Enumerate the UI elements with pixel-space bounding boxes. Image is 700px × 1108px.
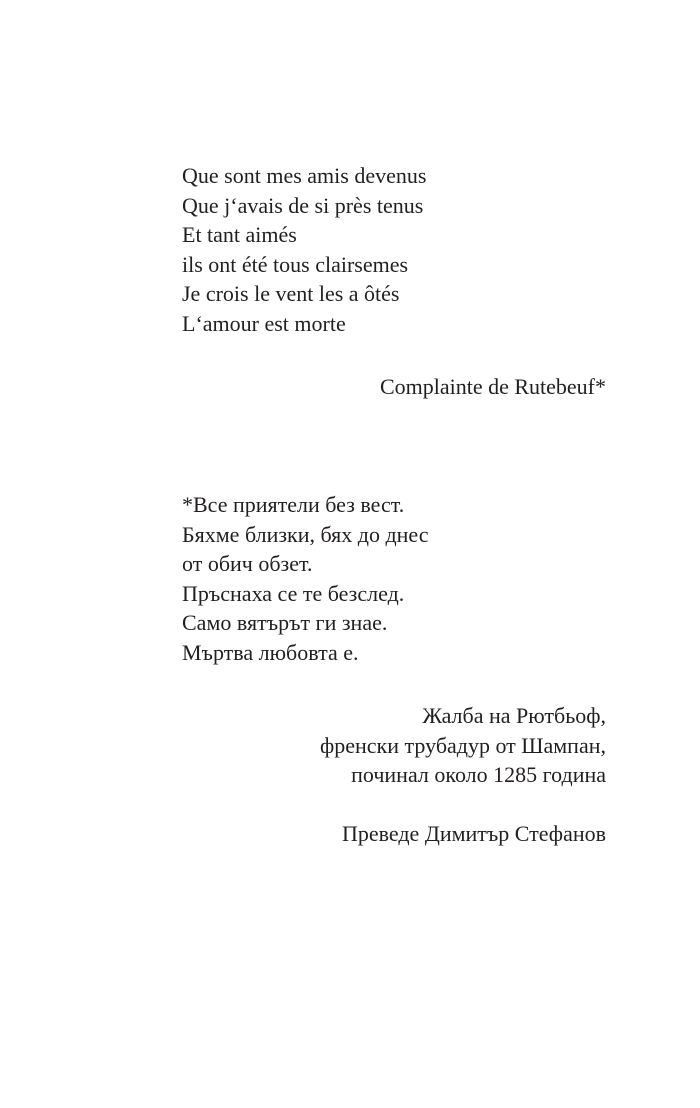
translator-credit-text: Преведе Димитър Стефанов xyxy=(341,821,606,846)
french-attribution-text: Complainte de Rutebeuf* xyxy=(379,374,606,399)
french-poem-line-1: Que sont mes amis devenus xyxy=(182,163,427,188)
bulgarian-line-1: *Все приятели без вест. xyxy=(182,492,405,517)
bulgarian-line-5: Само вятърът ги знае. xyxy=(182,610,388,635)
french-poem-line-3: Et tant aimés xyxy=(182,222,297,247)
french-attribution xyxy=(182,372,606,402)
translator-credit xyxy=(182,819,606,849)
bulgarian-line-2: Бяхме близки, бях до днес xyxy=(182,521,429,547)
bulgarian-attribution-line-1: Жалба на Рютбьоф, xyxy=(422,703,606,728)
bulgarian-attribution-line-3: починал около 1285 година xyxy=(351,762,606,787)
french-poem-line-4: ils ont été tous clairsemes xyxy=(182,251,409,277)
french-poem-line-5: Je crois le vent les a ôtés xyxy=(182,281,400,306)
bulgarian-attribution-line-2: френски трубадур от Шампан, xyxy=(320,732,606,758)
french-poem-line-2: Que j‘avais de si près tenus xyxy=(182,192,424,218)
bulgarian-attribution xyxy=(182,701,606,790)
bulgarian-line-3: от обич обзет. xyxy=(182,551,313,576)
bulgarian-translation xyxy=(182,490,606,667)
bulgarian-line-4: Пръснаха се те безслед. xyxy=(182,580,405,606)
french-poem xyxy=(182,161,606,338)
bulgarian-line-6: Мъртва любовта е. xyxy=(182,639,359,665)
french-poem-line-6: L‘amour est morte xyxy=(182,310,346,336)
